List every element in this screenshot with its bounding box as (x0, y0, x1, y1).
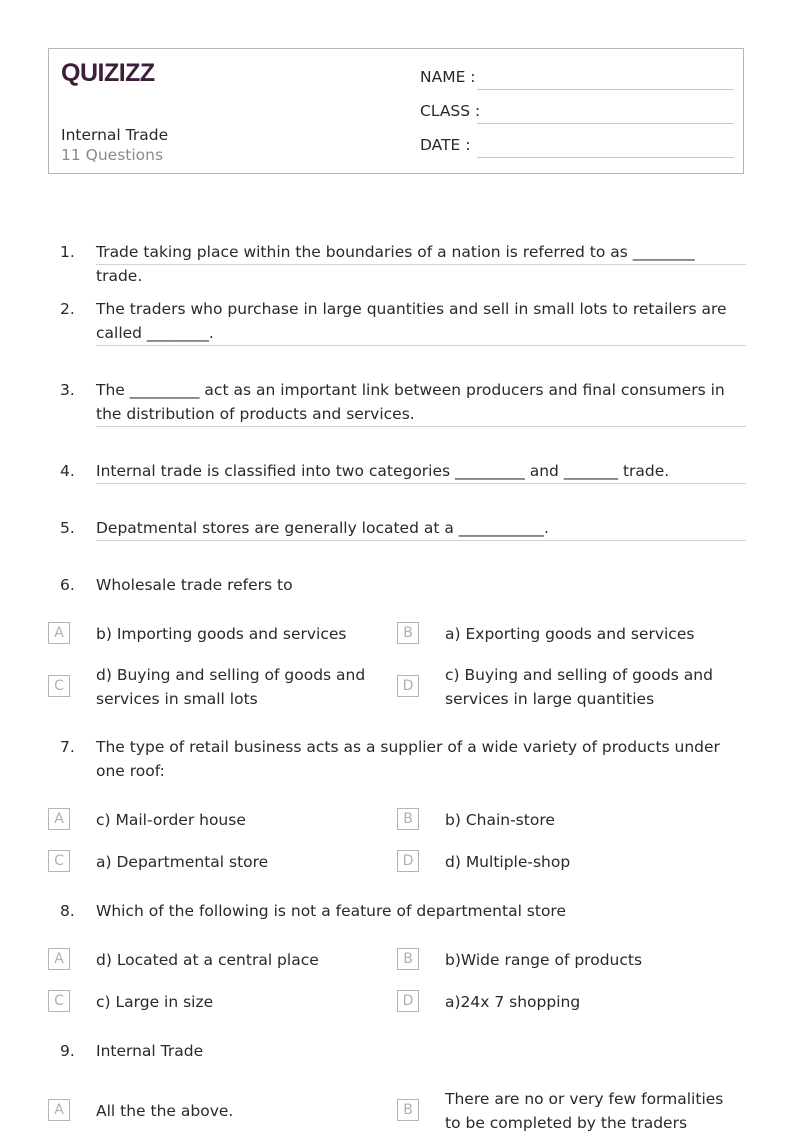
option-a-box[interactable]: A (48, 622, 70, 644)
question-number: 7. (60, 738, 75, 756)
name-field[interactable] (420, 68, 734, 90)
class-field[interactable] (420, 102, 734, 124)
option-d-text: d) Multiple-shop (445, 853, 571, 871)
option-a-box[interactable]: A (48, 1099, 70, 1121)
answer-line[interactable] (96, 264, 746, 265)
quizizz-logo: QUIZIZZ (61, 59, 155, 87)
option-d-text: a)24x 7 shopping (445, 993, 581, 1011)
question-count: 11 Questions (61, 146, 164, 164)
name-label: NAME : (420, 68, 476, 86)
option-b-text: a) Exporting goods and services (445, 625, 695, 643)
option-c-text: a) Departmental store (96, 853, 269, 871)
option-b-box[interactable]: B (397, 948, 419, 970)
option-c-text: d) Buying and selling of goods and services in small lots (96, 666, 366, 708)
worksheet-title: Internal Trade (61, 126, 169, 144)
option-d-box[interactable]: D (397, 990, 419, 1012)
option-b-box[interactable]: B (397, 1099, 419, 1121)
worksheet-header (48, 48, 744, 174)
question-text: Depatmental stores are generally located at a ___________. (96, 519, 549, 537)
option-c-text: c) Large in size (96, 993, 214, 1011)
question-text: The _________ act as an important link between producers and final consumers in the distribution of products and services. (96, 381, 725, 423)
option-d-box[interactable]: D (397, 850, 419, 872)
option-d-box[interactable]: D (397, 675, 419, 697)
question-text: Which of the following is not a feature of departmental store (96, 902, 567, 920)
question-number: 5. (60, 519, 75, 537)
answer-line[interactable] (96, 426, 746, 427)
class-label: CLASS : (420, 102, 481, 120)
class-input-line[interactable] (477, 123, 734, 124)
option-b-box[interactable]: B (397, 622, 419, 644)
option-c-box[interactable]: C (48, 675, 70, 697)
answer-line[interactable] (96, 345, 746, 346)
option-a-text: All the the above. (96, 1102, 234, 1120)
date-input-line[interactable] (477, 157, 734, 158)
option-a-text: d) Located at a central place (96, 951, 319, 969)
question-number: 1. (60, 243, 75, 261)
question-number: 8. (60, 902, 75, 920)
question-number: 3. (60, 381, 75, 399)
option-c-box[interactable]: C (48, 990, 70, 1012)
date-label: DATE : (420, 136, 471, 154)
question-text: Trade taking place within the boundaries of a nation is referred to as ________ trade. (96, 243, 695, 285)
question-text: Internal trade is classified into two categories _________ and _______ trade. (96, 462, 670, 480)
date-field[interactable] (420, 136, 734, 158)
question-number: 4. (60, 462, 75, 480)
question-number: 2. (60, 300, 75, 318)
name-input-line[interactable] (477, 89, 734, 90)
option-a-box[interactable]: A (48, 948, 70, 970)
answer-line[interactable] (96, 483, 746, 484)
option-d-text: c) Buying and selling of goods and services in large quantities (445, 666, 713, 708)
option-c-box[interactable]: C (48, 850, 70, 872)
option-a-text: b) Importing goods and services (96, 625, 347, 643)
option-b-text: There are no or very few formalities to be completed by the traders (445, 1090, 724, 1132)
option-b-text: b)Wide range of products (445, 951, 643, 969)
option-a-text: c) Mail-order house (96, 811, 246, 829)
option-a-box[interactable]: A (48, 808, 70, 830)
question-text: The traders who purchase in large quantities and sell in small lots to retailers are called ________. (96, 300, 727, 342)
question-text: Wholesale trade refers to (96, 576, 293, 594)
question-number: 9. (60, 1042, 75, 1060)
option-b-box[interactable]: B (397, 808, 419, 830)
question-text: Internal Trade (96, 1042, 204, 1060)
question-number: 6. (60, 576, 75, 594)
question-text: The type of retail business acts as a supplier of a wide variety of products under one roof: (96, 738, 720, 780)
option-b-text: b) Chain-store (445, 811, 555, 829)
answer-line[interactable] (96, 540, 746, 541)
